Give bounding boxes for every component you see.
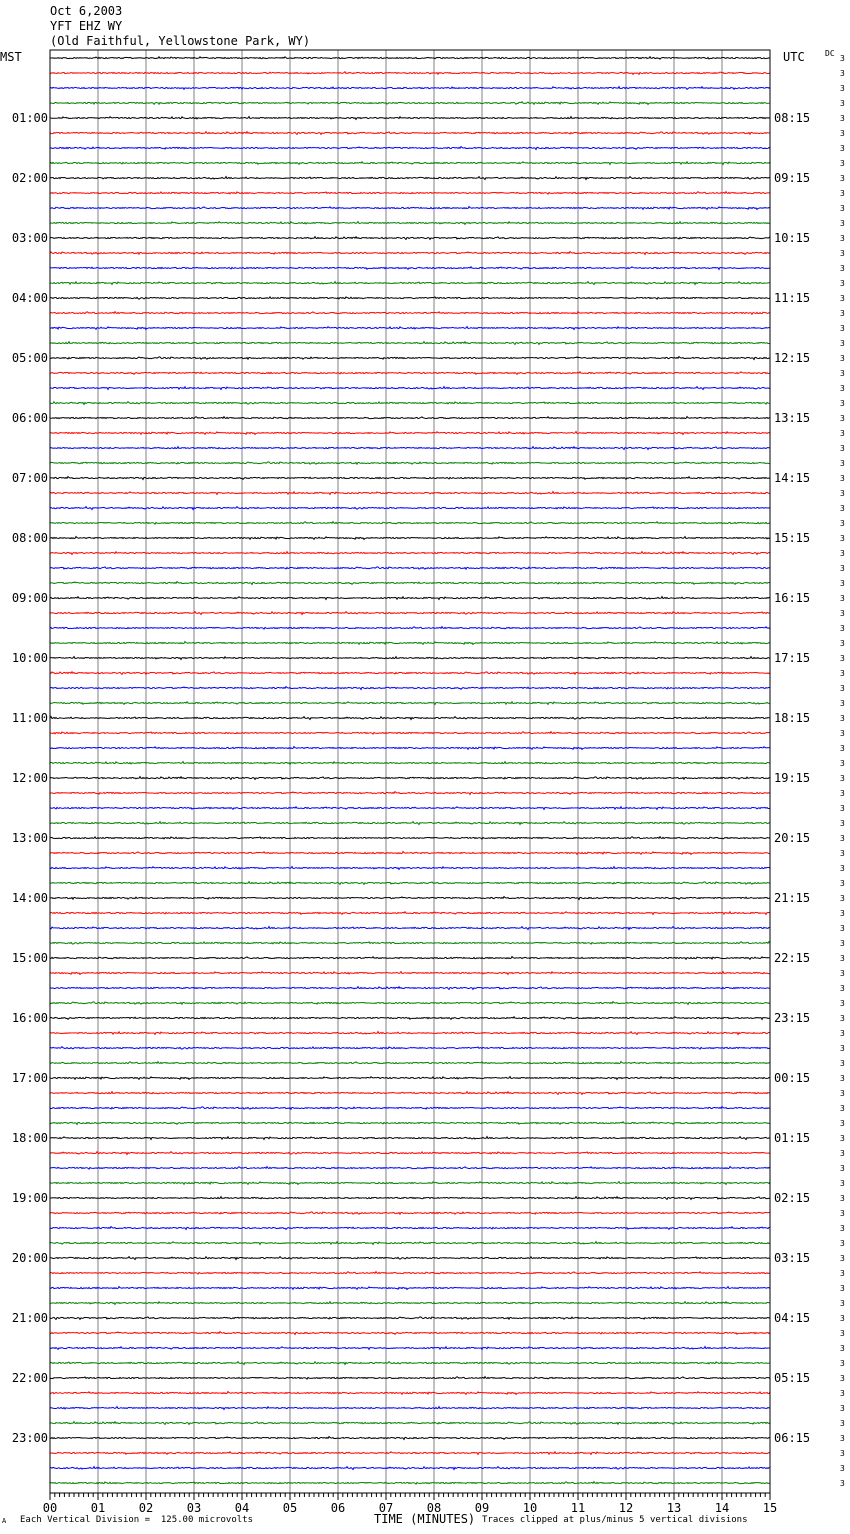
- seismic-trace: [50, 597, 770, 600]
- trace-right-value: 3: [840, 999, 845, 1008]
- seismic-trace: [50, 297, 770, 299]
- right-hour-label: 15:15: [774, 531, 811, 545]
- right-hour-label: 04:15: [774, 1311, 811, 1325]
- seismic-trace: [50, 822, 770, 825]
- seismic-trace: [50, 267, 770, 270]
- seismic-trace: [50, 57, 770, 59]
- left-hour-label: 06:00: [11, 411, 48, 425]
- trace-right-value: 3: [840, 1014, 845, 1023]
- trace-right-value: 3: [840, 204, 845, 213]
- trace-right-value: 3: [840, 789, 845, 798]
- seismic-trace: [50, 162, 770, 165]
- seismic-trace: [50, 447, 770, 450]
- seismic-trace: [50, 1437, 770, 1440]
- seismic-trace: [50, 582, 770, 585]
- trace-right-value: 3: [840, 1344, 845, 1353]
- right-hour-label: 00:15: [774, 1071, 811, 1085]
- seismic-trace: [50, 1467, 770, 1470]
- trace-right-value: 3: [840, 1149, 845, 1158]
- trace-right-value: 3: [840, 1044, 845, 1053]
- x-axis-label: TIME (MINUTES): [374, 1512, 476, 1526]
- right-hour-label: 23:15: [774, 1011, 811, 1025]
- seismic-trace: [50, 672, 770, 675]
- trace-right-value: 3: [840, 384, 845, 393]
- seismic-trace: [50, 237, 770, 240]
- seismic-trace: [50, 222, 770, 225]
- trace-right-value: 3: [840, 849, 845, 858]
- left-hour-label: 15:00: [11, 951, 48, 965]
- seismic-trace: [50, 687, 770, 690]
- seismic-trace: [50, 1047, 770, 1050]
- trace-right-value: 3: [840, 684, 845, 693]
- seismic-trace: [50, 1332, 770, 1335]
- trace-right-value: 3: [840, 639, 845, 648]
- trace-right-value: 3: [840, 444, 845, 453]
- right-hour-label: 05:15: [774, 1371, 811, 1385]
- right-hour-label: 22:15: [774, 951, 811, 965]
- x-tick-label: 15: [762, 1501, 778, 1515]
- x-tick-label: 01: [90, 1501, 106, 1515]
- seismic-trace: [50, 282, 770, 285]
- trace-right-value: 3: [840, 804, 845, 813]
- trace-right-value: 3: [840, 1059, 845, 1068]
- trace-right-value: 3: [840, 729, 845, 738]
- seismic-trace: [50, 207, 770, 210]
- x-tick-label: 00: [42, 1501, 58, 1515]
- seismic-traces: [50, 57, 770, 1484]
- trace-right-value: 3: [840, 579, 845, 588]
- seismic-trace: [50, 612, 770, 615]
- trace-right-value: 3: [840, 1089, 845, 1098]
- x-tick-label: 05: [282, 1501, 298, 1515]
- seismic-trace: [50, 1392, 770, 1395]
- seismic-trace: [50, 1092, 770, 1095]
- seismic-trace: [50, 327, 770, 330]
- trace-right-value: 3: [840, 1284, 845, 1293]
- seismic-trace: [50, 1347, 770, 1350]
- seismic-trace: [50, 1422, 770, 1425]
- seismic-trace: [50, 1257, 770, 1260]
- left-hour-label: 05:00: [11, 351, 48, 365]
- seismic-trace: [50, 1482, 770, 1485]
- seismic-trace: [50, 177, 770, 180]
- trace-right-value: 3: [840, 219, 845, 228]
- left-hour-label: 09:00: [11, 591, 48, 605]
- left-hour-label: 12:00: [11, 771, 48, 785]
- right-hour-label: 03:15: [774, 1251, 811, 1265]
- seismic-trace: [50, 1152, 770, 1155]
- seismic-trace: [50, 342, 770, 345]
- left-hour-label: 13:00: [11, 831, 48, 845]
- right-hour-label: 10:15: [774, 231, 811, 245]
- x-tick-label: 11: [570, 1501, 586, 1515]
- right-hour-label: 20:15: [774, 831, 811, 845]
- x-tick-label: 09: [474, 1501, 490, 1515]
- right-hour-label: 12:15: [774, 351, 811, 365]
- seismic-trace: [50, 252, 770, 255]
- seismic-trace: [50, 762, 770, 765]
- right-hour-label: 09:15: [774, 171, 811, 185]
- x-tick-label: 14: [714, 1501, 730, 1515]
- seismic-trace: [50, 147, 770, 150]
- chart-date: Oct 6,2003: [50, 4, 123, 18]
- seismic-trace: [50, 477, 770, 480]
- seismic-trace: [50, 132, 770, 135]
- trace-right-value: 3: [840, 84, 845, 93]
- trace-right-value: 3: [840, 459, 845, 468]
- trace-right-value: 3: [840, 1194, 845, 1203]
- right-hour-label: 13:15: [774, 411, 811, 425]
- trace-right-value: 3: [840, 744, 845, 753]
- seismic-trace: [50, 1137, 770, 1140]
- trace-right-value: 3: [840, 1269, 845, 1278]
- trace-right-value: 3: [840, 129, 845, 138]
- right-axis-label-utc: UTC: [783, 50, 805, 64]
- trace-right-value: 3: [840, 909, 845, 918]
- seismic-trace: [50, 657, 770, 660]
- seismic-trace: [50, 852, 770, 855]
- seismic-trace: [50, 1122, 770, 1125]
- trace-right-value: 3: [840, 429, 845, 438]
- trace-right-value: 3: [840, 624, 845, 633]
- trace-right-value: 3: [840, 534, 845, 543]
- trace-right-value: 3: [840, 954, 845, 963]
- seismic-trace: [50, 357, 770, 360]
- seismic-trace: [50, 747, 770, 750]
- x-tick-label: 07: [378, 1501, 394, 1515]
- x-tick-label: 04: [234, 1501, 250, 1515]
- footer-mark: A: [2, 1517, 7, 1525]
- seismic-trace: [50, 1107, 770, 1110]
- trace-right-value: 3: [840, 1179, 845, 1188]
- left-hour-label: 08:00: [11, 531, 48, 545]
- left-hour-label: 04:00: [11, 291, 48, 305]
- trace-right-value: 3: [840, 249, 845, 258]
- seismic-trace: [50, 1272, 770, 1275]
- trace-right-value: 3: [840, 1239, 845, 1248]
- trace-right-value: 3: [840, 1479, 845, 1488]
- seismic-trace: [50, 1182, 770, 1185]
- right-hour-label: 17:15: [774, 651, 811, 665]
- seismic-trace: [50, 72, 770, 75]
- right-hour-label: 21:15: [774, 891, 811, 905]
- seismic-trace: [50, 897, 770, 900]
- right-hour-label: 08:15: [774, 111, 811, 125]
- seismic-trace: [50, 1317, 770, 1320]
- seismic-trace: [50, 567, 770, 569]
- left-hour-label: 02:00: [11, 171, 48, 185]
- minute-grid: [98, 50, 722, 1493]
- seismic-trace: [50, 972, 770, 975]
- left-hour-label: 19:00: [11, 1191, 48, 1205]
- right-hour-label: 14:15: [774, 471, 811, 485]
- trace-right-value: 3: [840, 399, 845, 408]
- seismic-trace: [50, 537, 770, 540]
- trace-right-value: 3: [840, 1164, 845, 1173]
- x-tick-label: 02: [138, 1501, 154, 1515]
- seismic-trace: [50, 522, 770, 525]
- trace-right-value: 3: [840, 1029, 845, 1038]
- trace-right-value: 3: [840, 1389, 845, 1398]
- seismic-trace: [50, 1287, 770, 1290]
- seismic-trace: [50, 717, 770, 720]
- seismic-trace: [50, 1242, 770, 1245]
- station-code: YFT EHZ WY: [50, 19, 123, 33]
- station-location: (Old Faithful, Yellowstone Park, WY): [50, 34, 311, 48]
- left-hour-label: 22:00: [11, 1371, 48, 1385]
- trace-right-value: 3: [840, 144, 845, 153]
- trace-right-value: 3: [840, 1074, 845, 1083]
- seismic-trace: [50, 702, 770, 705]
- x-tick-label: 03: [186, 1501, 202, 1515]
- trace-right-value: 3: [840, 1464, 845, 1473]
- right-corner-label-dc: DC: [825, 49, 835, 58]
- trace-right-value: 3: [840, 609, 845, 618]
- trace-right-value: 3: [840, 489, 845, 498]
- trace-right-value: 3: [840, 69, 845, 78]
- trace-right-value: 3: [840, 1299, 845, 1308]
- trace-right-value: 3: [840, 279, 845, 288]
- trace-right-value: 3: [840, 1449, 845, 1458]
- trace-right-value: 3: [840, 1224, 845, 1233]
- trace-right-value: 3: [840, 564, 845, 573]
- trace-right-value: 3: [840, 549, 845, 558]
- seismic-trace: [50, 1197, 770, 1200]
- trace-right-value: 3: [840, 504, 845, 513]
- right-hour-label: 16:15: [774, 591, 811, 605]
- trace-right-value: 3: [840, 1209, 845, 1218]
- left-hour-label: 10:00: [11, 651, 48, 665]
- seismic-trace: [50, 957, 770, 960]
- seismic-trace: [50, 882, 770, 885]
- seismic-trace: [50, 732, 770, 735]
- left-hour-label: 18:00: [11, 1131, 48, 1145]
- seismic-trace: [50, 867, 770, 870]
- axis-labels: [12, 54, 845, 1515]
- trace-right-value: 3: [840, 369, 845, 378]
- seismic-trace: [50, 402, 770, 405]
- seismic-trace: [50, 627, 770, 630]
- seismic-trace: [50, 192, 770, 195]
- seismic-trace: [50, 432, 770, 435]
- trace-right-value: 3: [840, 294, 845, 303]
- seismic-trace: [50, 1212, 770, 1214]
- trace-right-value: 3: [840, 924, 845, 933]
- trace-right-value: 3: [840, 114, 845, 123]
- seismic-trace: [50, 552, 770, 555]
- seismic-trace: [50, 987, 770, 990]
- trace-right-value: 3: [840, 819, 845, 828]
- right-hour-label: 01:15: [774, 1131, 811, 1145]
- trace-right-value: 3: [840, 984, 845, 993]
- trace-right-value: 3: [840, 1119, 845, 1128]
- left-hour-label: 07:00: [11, 471, 48, 485]
- trace-right-value: 3: [840, 714, 845, 723]
- seismic-trace: [50, 1407, 770, 1410]
- seismic-trace: [50, 1377, 770, 1380]
- trace-right-value: 3: [840, 1359, 845, 1368]
- seismic-trace: [50, 942, 770, 945]
- trace-right-value: 3: [840, 414, 845, 423]
- seismic-trace: [50, 492, 770, 495]
- trace-right-value: 3: [840, 519, 845, 528]
- trace-right-value: 3: [840, 1329, 845, 1338]
- trace-right-value: 3: [840, 759, 845, 768]
- trace-right-value: 3: [840, 864, 845, 873]
- trace-right-value: 3: [840, 1134, 845, 1143]
- trace-right-value: 3: [840, 654, 845, 663]
- left-hour-label: 17:00: [11, 1071, 48, 1085]
- seismic-trace: [50, 312, 770, 315]
- trace-right-value: 3: [840, 159, 845, 168]
- seismic-trace: [50, 1002, 770, 1005]
- seismic-trace: [50, 372, 770, 375]
- seismic-trace: [50, 1167, 770, 1170]
- left-hour-label: 23:00: [11, 1431, 48, 1445]
- seismic-trace: [50, 837, 770, 840]
- trace-right-value: 3: [840, 174, 845, 183]
- trace-right-value: 3: [840, 1254, 845, 1263]
- right-hour-label: 11:15: [774, 291, 811, 305]
- seismic-trace: [50, 1227, 770, 1230]
- trace-right-value: 3: [840, 594, 845, 603]
- seismic-trace: [50, 1452, 770, 1455]
- seismic-trace: [50, 912, 770, 915]
- x-tick-label: 12: [618, 1501, 634, 1515]
- scale-note: Each Vertical Division = 125.00 microvolts: [20, 1515, 253, 1525]
- x-tick-label: 10: [522, 1501, 538, 1515]
- trace-right-value: 3: [840, 1104, 845, 1113]
- trace-right-value: 3: [840, 699, 845, 708]
- seismic-trace: [50, 927, 770, 930]
- trace-right-value: 3: [840, 669, 845, 678]
- seismic-trace: [50, 117, 770, 120]
- left-hour-label: 21:00: [11, 1311, 48, 1325]
- x-tick-label: 08: [426, 1501, 442, 1515]
- right-hour-label: 19:15: [774, 771, 811, 785]
- seismic-trace: [50, 1017, 770, 1020]
- trace-right-value: 3: [840, 939, 845, 948]
- seismic-trace: [50, 507, 770, 510]
- left-hour-label: 20:00: [11, 1251, 48, 1265]
- trace-right-value: 3: [840, 234, 845, 243]
- clip-note: Traces clipped at plus/minus 5 vertical divisions: [482, 1515, 748, 1525]
- trace-right-value: 3: [840, 1404, 845, 1413]
- trace-right-value: 3: [840, 474, 845, 483]
- trace-right-value: 3: [840, 834, 845, 843]
- trace-right-value: 3: [840, 879, 845, 888]
- trace-right-value: 3: [840, 309, 845, 318]
- seismic-trace: [50, 1062, 770, 1064]
- trace-right-value: 3: [840, 1314, 845, 1323]
- left-hour-label: 14:00: [11, 891, 48, 905]
- x-tick-label: 13: [666, 1501, 682, 1515]
- seismic-trace: [50, 87, 770, 90]
- seismic-trace: [50, 102, 770, 105]
- trace-right-value: 3: [840, 99, 845, 108]
- right-hour-label: 06:15: [774, 1431, 811, 1445]
- seismic-trace: [50, 1362, 770, 1365]
- trace-right-value: 3: [840, 264, 845, 273]
- seismic-trace: [50, 1077, 770, 1080]
- trace-right-value: 3: [840, 894, 845, 903]
- left-hour-label: 01:00: [11, 111, 48, 125]
- left-hour-label: 03:00: [11, 231, 48, 245]
- left-hour-label: 16:00: [11, 1011, 48, 1025]
- seismic-trace: [50, 462, 770, 464]
- seismic-trace: [50, 777, 770, 780]
- seismic-trace: [50, 642, 770, 645]
- x-tick-label: 06: [330, 1501, 346, 1515]
- seismic-trace: [50, 792, 770, 795]
- plot-frame: [50, 50, 770, 1493]
- trace-right-value: 3: [840, 54, 845, 63]
- left-hour-label: 11:00: [11, 711, 48, 725]
- trace-right-value: 3: [840, 189, 845, 198]
- seismic-trace: [50, 1032, 770, 1035]
- right-hour-label: 02:15: [774, 1191, 811, 1205]
- trace-right-value: 3: [840, 1374, 845, 1383]
- trace-right-value: 3: [840, 774, 845, 783]
- trace-right-value: 3: [840, 324, 845, 333]
- trace-right-value: 3: [840, 1434, 845, 1443]
- seismic-trace: [50, 387, 770, 390]
- left-axis-label-mst: MST: [0, 50, 22, 64]
- trace-right-value: 3: [840, 1419, 845, 1428]
- trace-right-value: 3: [840, 354, 845, 363]
- seismic-trace: [50, 417, 770, 419]
- trace-right-value: 3: [840, 969, 845, 978]
- seismic-trace: [50, 1302, 770, 1305]
- trace-right-value: 3: [840, 339, 845, 348]
- seismic-trace: [50, 807, 770, 810]
- right-hour-label: 18:15: [774, 711, 811, 725]
